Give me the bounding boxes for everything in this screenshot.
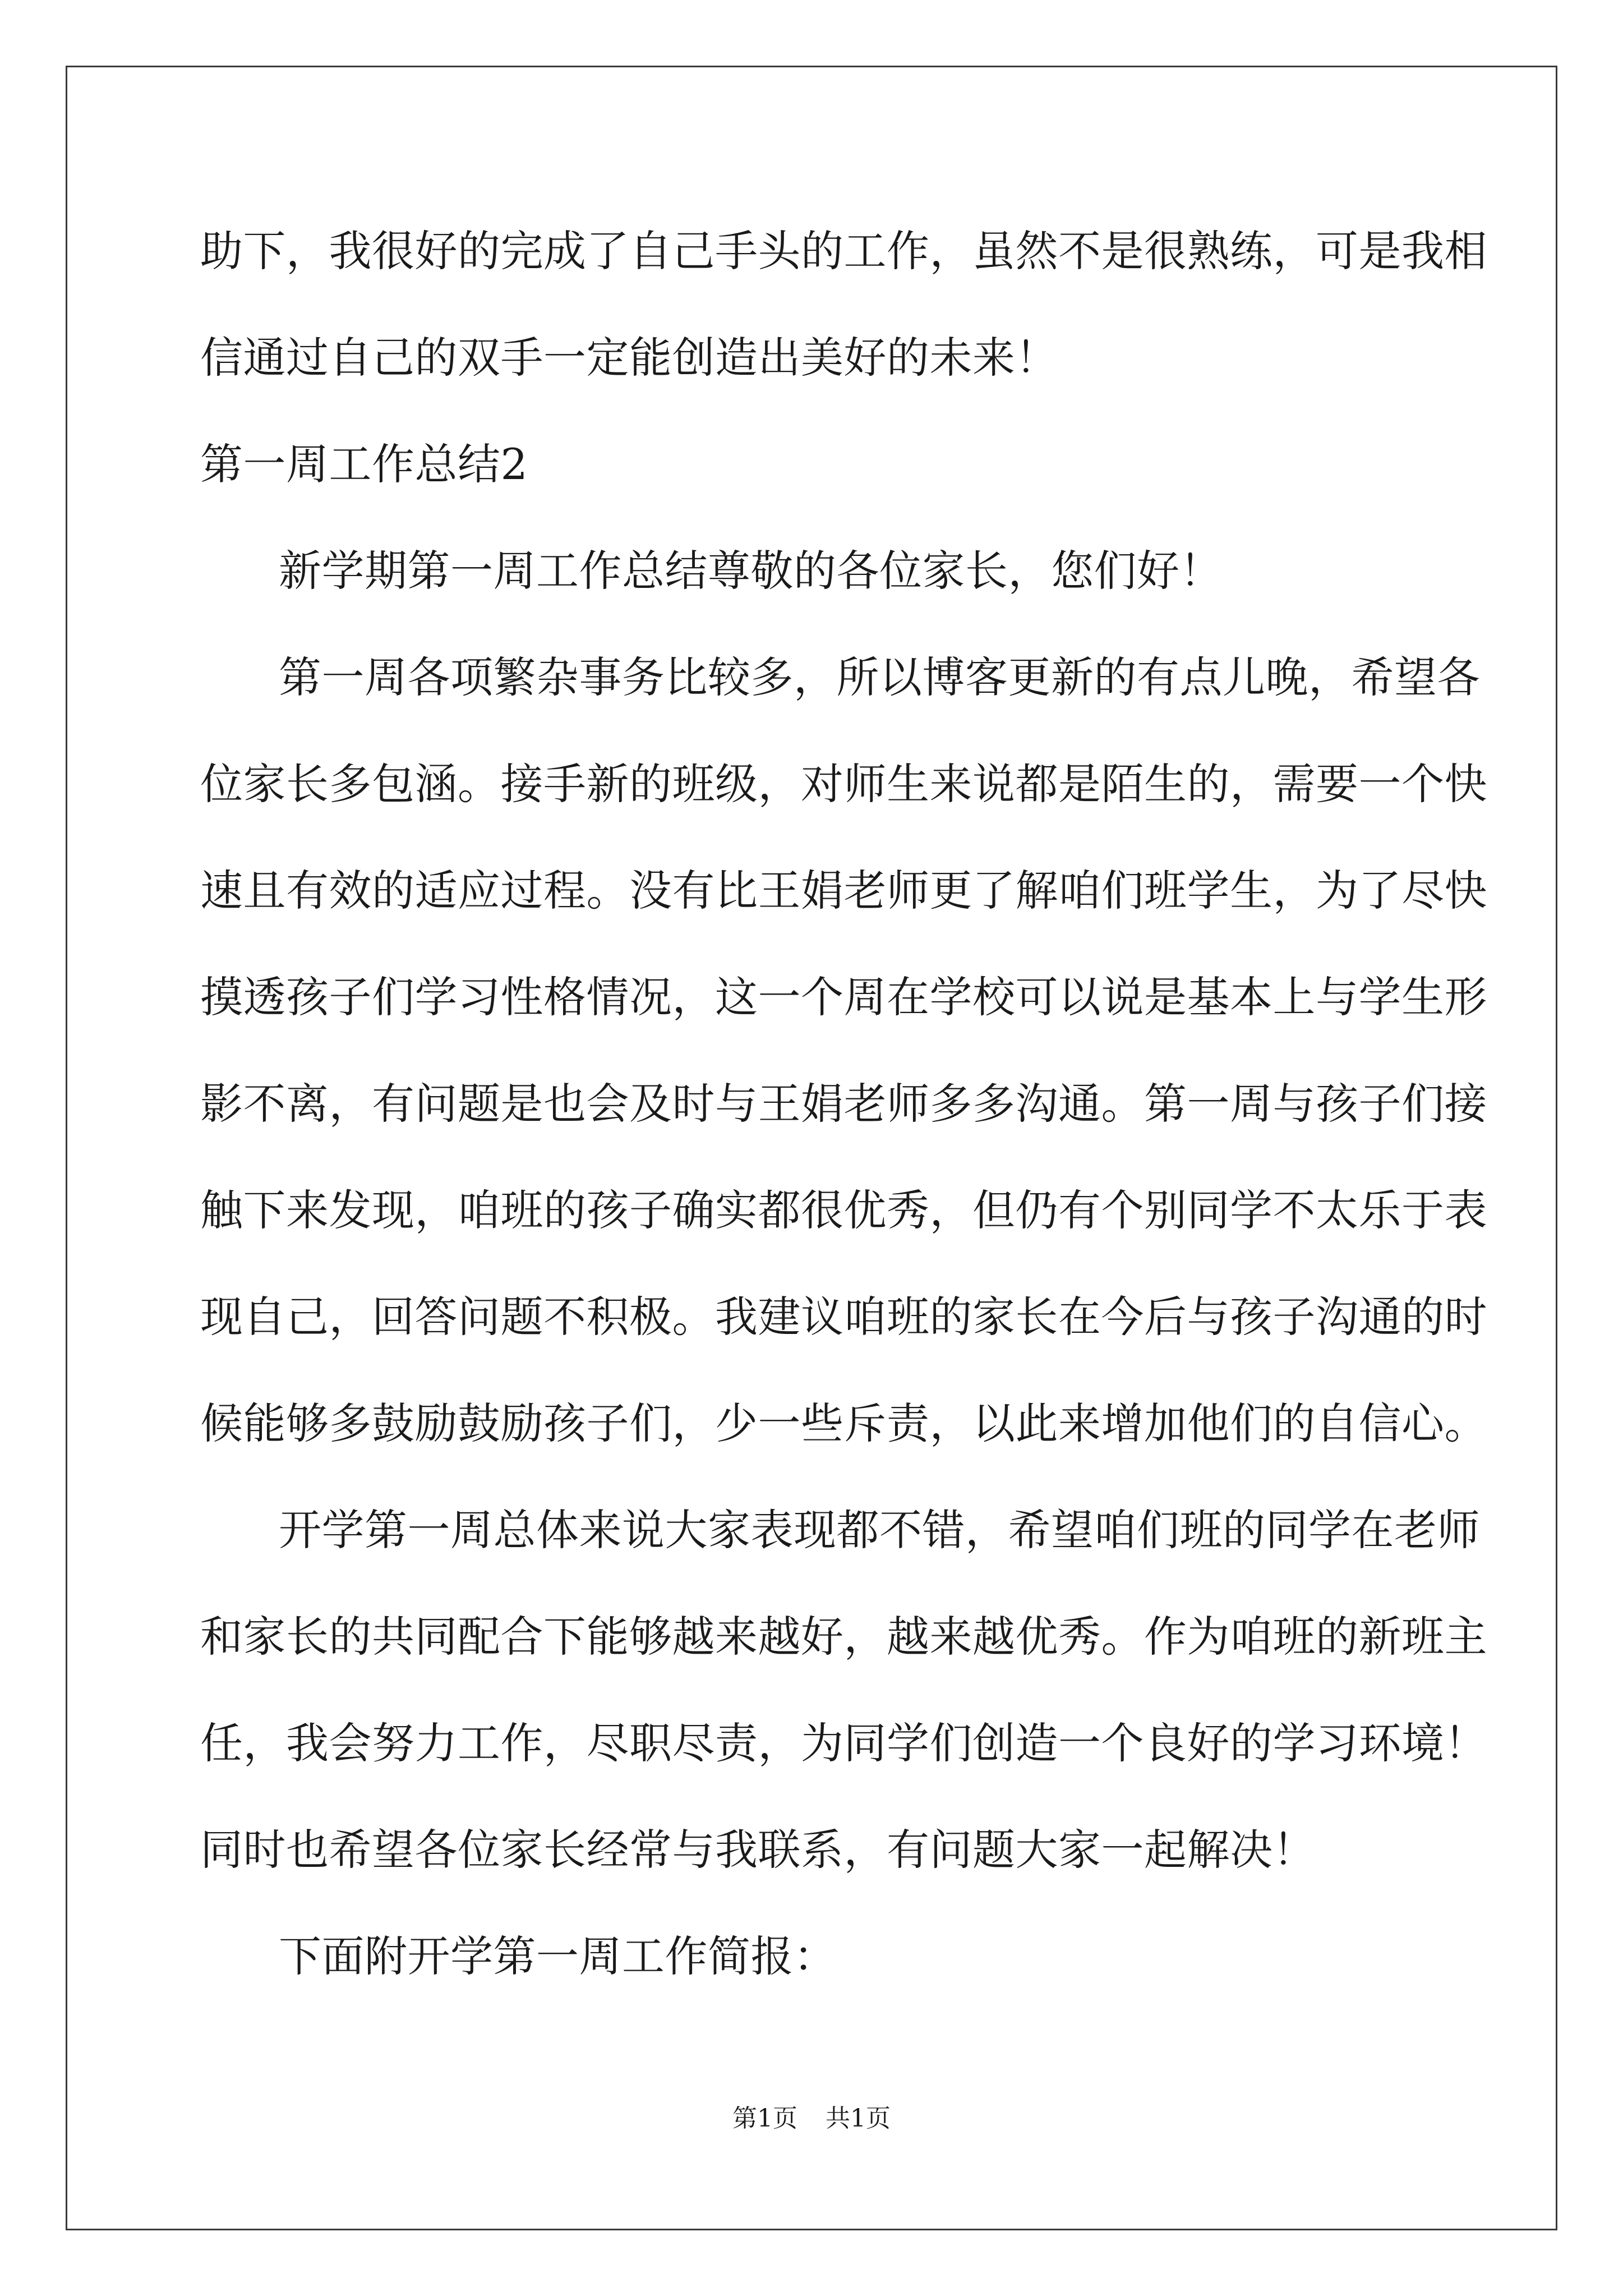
text-line: 助下，我很好的完成了自己手头的工作，虽然不是很熟练，可是我相: [200, 226, 1487, 276]
page-border: [66, 66, 1557, 2230]
text-line: 触下来发现，咱班的孩子确实都很优秀，但仍有个别同学不太乐于表: [200, 1185, 1487, 1235]
text-line: 开学第一周总体来说大家表现都不错，希望咱们班的同学在老师: [279, 1505, 1480, 1555]
text-line: 影不离，有问题是也会及时与王娟老师多多沟通。第一周与孩子们接: [200, 1079, 1487, 1129]
page-total: 共1页: [826, 2104, 891, 2133]
text-line: 新学期第一周工作总结尊敬的各位家长，您们好！: [279, 546, 1223, 596]
section-heading: 第一周工作总结2: [200, 439, 528, 489]
page-footer: [0, 2098, 1623, 2134]
text-line: 摸透孩子们学习性格情况，这一个周在学校可以说是基本上与学生形: [200, 972, 1487, 1022]
text-line: 和家长的共同配合下能够越来越好，越来越优秀。作为咱班的新班主: [200, 1612, 1487, 1662]
text-line: 第一周各项繁杂事务比较多，所以博客更新的有点儿晚，希望各: [279, 652, 1480, 702]
text-line: 候能够多鼓励鼓励孩子们，少一些斥责，以此来增加他们的自信心。: [200, 1398, 1487, 1448]
text-line: 位家长多包涵。接手新的班级，对师生来说都是陌生的，需要一个快: [200, 759, 1487, 809]
text-line: 现自己，回答问题不积极。我建议咱班的家长在今后与孩子沟通的时: [200, 1292, 1487, 1342]
text-line: 速且有效的适应过程。没有比王娟老师更了解咱们班学生，为了尽快: [200, 866, 1487, 915]
text-line: 下面附开学第一周工作简报：: [279, 1931, 837, 1981]
text-line: 信通过自己的双手一定能创造出美好的未来！: [200, 333, 1058, 383]
page-number: 第1页: [732, 2104, 797, 2133]
text-line: 任，我会努力工作，尽职尽责，为同学们创造一个良好的学习环境！: [200, 1718, 1487, 1768]
text-line: 同时也希望各位家长经常与我联系，有问题大家一起解决！: [200, 1825, 1316, 1875]
